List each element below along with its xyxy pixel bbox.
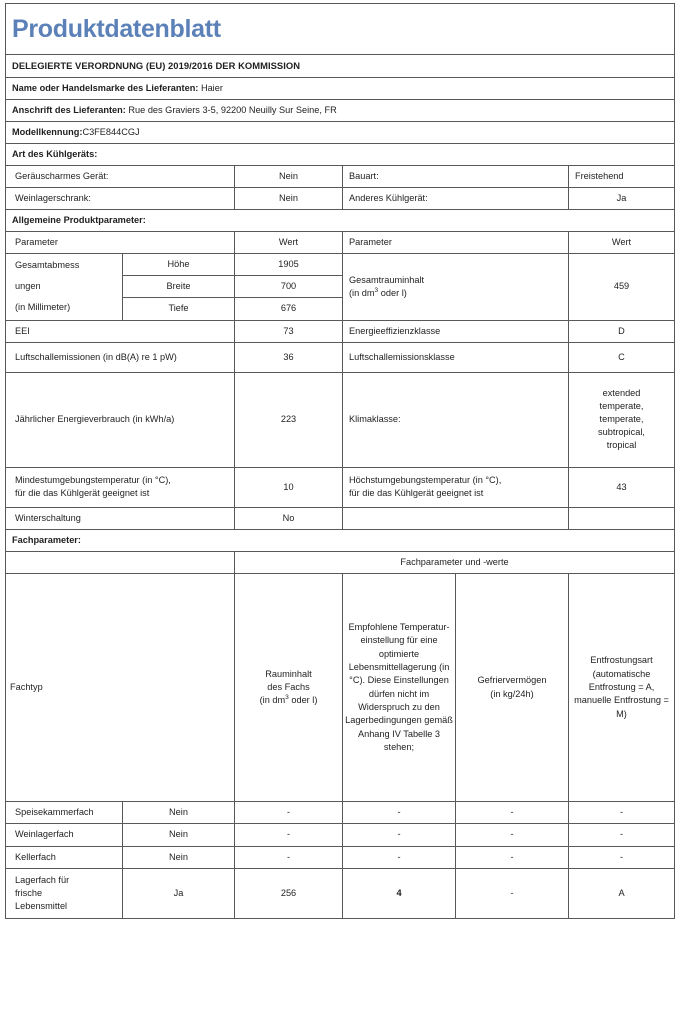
- dimensions-label-line-3: (in Millimeter): [15, 302, 71, 313]
- noise-class-value: C: [569, 342, 675, 372]
- header-parameter-left: Parameter: [6, 232, 235, 254]
- supplier-name-label: Name oder Handelsmarke des Lieferanten:: [12, 82, 199, 93]
- supplier-name-row: [6, 77, 675, 99]
- climate-class-line-4: subtropical,: [598, 427, 645, 438]
- compartment-defrost: -: [569, 824, 675, 846]
- energy-class-value: D: [569, 320, 675, 342]
- volume-unit-pre: (in dm: [259, 695, 286, 706]
- compartment-volume: -: [235, 846, 343, 868]
- low-noise-value: Nein: [235, 166, 343, 188]
- header-value-left: Wert: [235, 232, 343, 254]
- compartment-name: Weinlagerfach: [6, 824, 123, 846]
- appliance-type-section-title: Art des Kühlgeräts:: [6, 144, 675, 166]
- header-value-right: Wert: [569, 232, 675, 254]
- table-row: [6, 824, 675, 846]
- compartment-present: Ja: [123, 869, 235, 919]
- dimensions-label-line-1: Gesamtabmess: [15, 260, 80, 271]
- table-row: [6, 802, 675, 824]
- max-ambient-label: [343, 467, 569, 507]
- column-header-volume-line-2: des Fachs: [267, 681, 310, 692]
- table-row: [6, 846, 675, 868]
- title-row: [6, 4, 675, 55]
- wine-cabinet-value: Nein: [235, 188, 343, 210]
- compartments-section-row: [6, 529, 675, 551]
- eei-label: EEI: [6, 320, 235, 342]
- column-header-type: Fachtyp: [6, 574, 235, 802]
- depth-value: 676: [235, 298, 343, 320]
- compartment-temperature: -: [343, 824, 456, 846]
- model-value: C3FE844CGJ: [82, 126, 140, 137]
- climate-class-line-5: tropical: [606, 440, 637, 451]
- total-volume-unit-pre: (in dm: [349, 287, 375, 298]
- compartment-present: Nein: [123, 802, 235, 824]
- compartment-temperature: -: [343, 802, 456, 824]
- column-header-temperature: Empfohlene Temperatur-einstellung für eine optimierte Lebensmittellagerung (in °C). Diese Einstellungen dürfen nicht im Widerspruch zu den Lagerbedingungen gemäß Anhang IV Tabelle 3 stehen;: [343, 574, 456, 802]
- annual-energy-label: Jährlicher Energieverbrauch (in kWh/a): [6, 372, 235, 467]
- max-ambient-value: 43: [569, 467, 675, 507]
- noise-class-label: Luftschallemissionsklasse: [343, 342, 569, 372]
- winter-setting-value: No: [235, 507, 343, 529]
- eei-row: [6, 320, 675, 342]
- general-section-title: Allgemeine Produktparameter:: [6, 210, 675, 232]
- noise-emissions-row: [6, 342, 675, 372]
- column-header-volume: [235, 574, 343, 802]
- column-header-freezing-line-1: Gefriervermögen: [477, 675, 547, 686]
- dimensions-label-line-2: ungen: [15, 281, 41, 292]
- winter-setting-label: Winterschaltung: [6, 507, 235, 529]
- build-type-value: Freistehend: [569, 166, 675, 188]
- compartment-column-header-row: [6, 574, 675, 802]
- min-ambient-label: [6, 467, 235, 507]
- volume-unit-post: oder l): [288, 695, 318, 706]
- other-appliance-value: Ja: [569, 188, 675, 210]
- title-cell: [6, 4, 675, 55]
- model-cell: [6, 121, 675, 143]
- wine-cabinet-label: Weinlagerschrank:: [6, 188, 235, 210]
- compartment-freezing: -: [456, 824, 569, 846]
- column-header-volume-line-3: [239, 694, 338, 707]
- compartment-volume: 256: [235, 869, 343, 919]
- column-header-freezing: [456, 574, 569, 802]
- width-value: 700: [235, 276, 343, 298]
- annual-energy-value: 223: [235, 372, 343, 467]
- build-type-label: Bauart:: [343, 166, 569, 188]
- noise-emissions-label: Luftschallemissionen (in dB(A) re 1 pW): [6, 342, 235, 372]
- low-noise-label: Geräuscharmes Gerät:: [6, 166, 235, 188]
- climate-class-line-1: extended: [602, 387, 641, 398]
- compartment-name-line-2: frische: [15, 887, 43, 898]
- group-header-spacer: [6, 552, 235, 574]
- min-ambient-label-line-1: Mindestumgebungstemperatur (in °C),: [15, 475, 171, 485]
- total-volume-unit-post: oder l): [378, 287, 407, 298]
- appliance-type-row: [6, 166, 675, 188]
- climate-class-line-3: temperate,: [599, 414, 644, 425]
- compartment-temperature: -: [343, 846, 456, 868]
- compartments-section-title: Fachparameter:: [6, 529, 675, 551]
- model-label: Modellkennung:: [12, 126, 83, 137]
- appliance-type-row: [6, 188, 675, 210]
- main-fiche-table: [5, 3, 675, 552]
- annual-energy-row: [6, 372, 675, 467]
- compartment-freezing: -: [456, 846, 569, 868]
- compartment-volume: -: [235, 824, 343, 846]
- winter-setting-right-value: [569, 507, 675, 529]
- dimension-height-row: [6, 254, 675, 276]
- appliance-type-section-row: [6, 144, 675, 166]
- compartment-defrost: -: [569, 802, 675, 824]
- total-volume-unit-sup: 3: [374, 286, 379, 294]
- volume-unit-sup: 3: [285, 694, 289, 702]
- winter-setting-row: [6, 507, 675, 529]
- min-ambient-value: 10: [235, 467, 343, 507]
- compartment-name-line-1: Lagerfach für: [15, 874, 70, 885]
- min-ambient-label-line-2: für die das Kühlgerät geeignet ist: [15, 488, 150, 499]
- other-appliance-label: Anderes Kühlgerät:: [343, 188, 569, 210]
- supplier-name-cell: [6, 77, 675, 99]
- max-ambient-label-line-2: für die das Kühlgerät geeignet ist: [349, 488, 484, 499]
- climate-class-label: Klimaklasse:: [343, 372, 569, 467]
- width-label: Breite: [123, 276, 235, 298]
- column-header-defrost: Entfrostungsart (automatische Entfrostung = A, manuelle Entfrostung = M): [569, 574, 675, 802]
- max-ambient-label-line-1: Höchstumgebungstemperatur (in °C),: [349, 475, 502, 485]
- compartment-defrost: -: [569, 846, 675, 868]
- page-title: Produktdatenblatt: [12, 15, 221, 43]
- compartment-group-header-row: [6, 552, 675, 574]
- supplier-name-value: Haier: [200, 82, 223, 93]
- compartment-volume: -: [235, 802, 343, 824]
- climate-class-line-2: temperate,: [599, 400, 644, 411]
- compartment-name: Kellerfach: [6, 846, 123, 868]
- noise-emissions-value: 36: [235, 342, 343, 372]
- regulation-cell: [6, 54, 675, 77]
- total-volume-label: [343, 254, 569, 320]
- eei-value: 73: [235, 320, 343, 342]
- climate-class-value: [569, 372, 675, 467]
- regulation-text: DELEGIERTE VERORDNUNG (EU) 2019/2016 DER KOMMISSION: [12, 59, 301, 71]
- compartment-name-line-3: Lebensmittel: [15, 901, 68, 912]
- total-volume-label-line-2: [349, 287, 562, 300]
- table-row: [6, 869, 675, 919]
- regulation-row: [6, 54, 675, 77]
- general-section-row: [6, 210, 675, 232]
- height-value: 1905: [235, 254, 343, 276]
- product-fiche-page: [0, 3, 679, 1027]
- header-parameter-right: Parameter: [343, 232, 569, 254]
- total-volume-label-line-1: Gesamtrauminhalt: [349, 274, 425, 285]
- energy-class-label: Energieeffizienzklasse: [343, 320, 569, 342]
- height-label: Höhe: [123, 254, 235, 276]
- compartment-parameters-table: [5, 552, 675, 919]
- compartment-defrost: A: [569, 869, 675, 919]
- model-row: [6, 121, 675, 143]
- column-header-freezing-line-2: (in kg/24h): [490, 688, 534, 699]
- general-header-row: [6, 232, 675, 254]
- compartment-present: Nein: [123, 824, 235, 846]
- compartment-name: [6, 869, 123, 919]
- compartment-freezing: -: [456, 802, 569, 824]
- total-volume-value: 459: [569, 254, 675, 320]
- compartment-temperature: 4: [343, 869, 456, 919]
- compartment-name: Speisekammerfach: [6, 802, 123, 824]
- overall-dimensions-label: [6, 254, 123, 320]
- winter-setting-right-label: [343, 507, 569, 529]
- supplier-address-label: Anschrift des Lieferanten:: [12, 104, 126, 115]
- supplier-address-cell: [6, 99, 675, 121]
- column-header-volume-line-1: Rauminhalt: [265, 668, 312, 679]
- ambient-temperature-row: [6, 467, 675, 507]
- supplier-address-value: Rue des Graviers 3-5, 92200 Neuilly Sur Seine, FR: [128, 104, 337, 115]
- compartment-present: Nein: [123, 846, 235, 868]
- group-header-label: Fachparameter und -werte: [235, 552, 675, 574]
- compartment-freezing: -: [456, 869, 569, 919]
- supplier-address-row: [6, 99, 675, 121]
- depth-label: Tiefe: [123, 298, 235, 320]
